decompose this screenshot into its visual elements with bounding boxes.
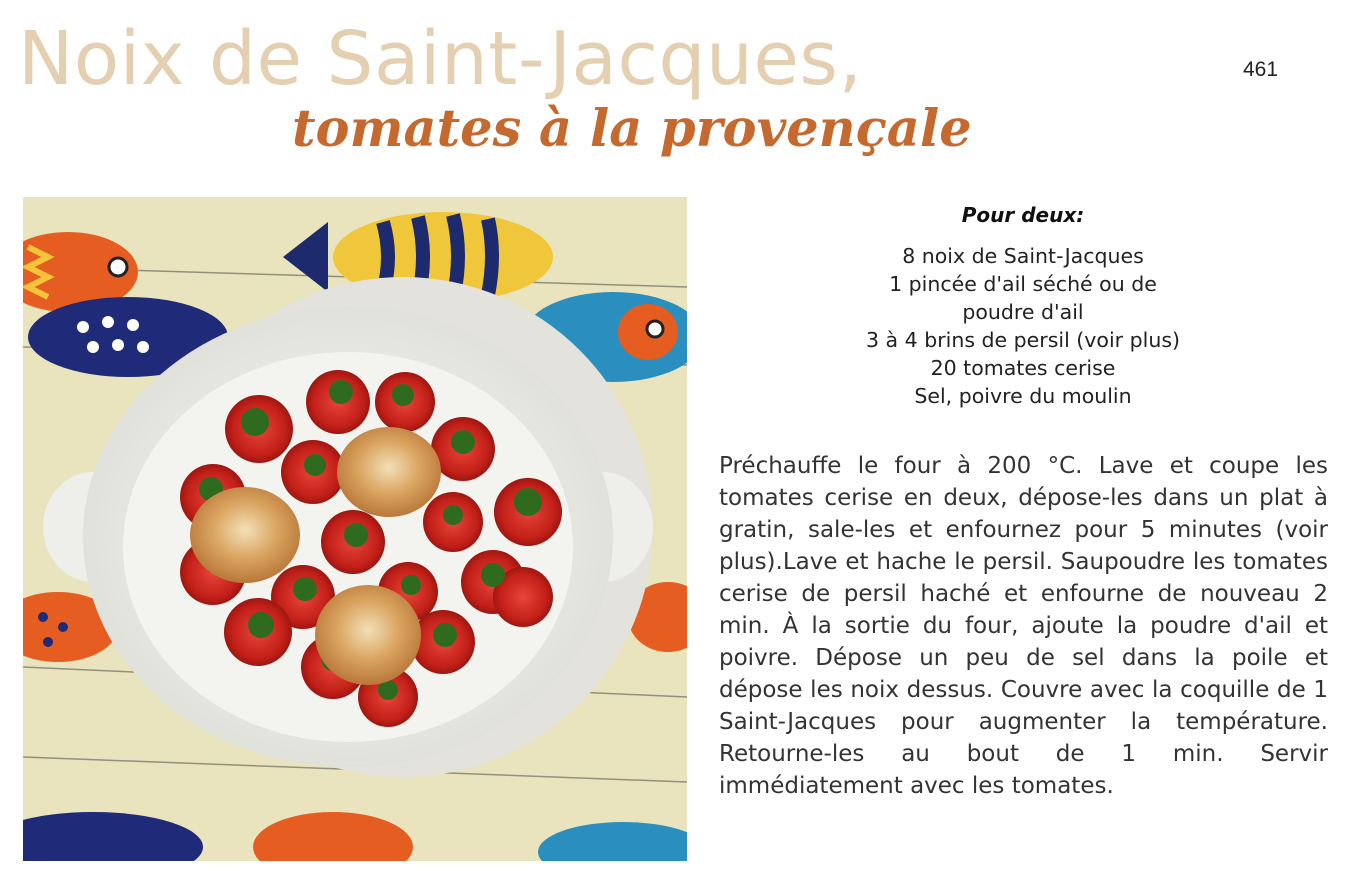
servings-label: Pour deux:	[961, 203, 1085, 227]
ingredient-item: 1 pincée d'ail séché ou de	[889, 272, 1157, 296]
recipe-title: Noix de Saint-Jacques,	[18, 16, 863, 102]
page-number: 461	[1243, 58, 1279, 81]
ingredient-item: poudre d'ail	[962, 300, 1084, 324]
photo-illustration	[23, 197, 687, 861]
ingredient-item: Sel, poivre du moulin	[914, 384, 1132, 408]
ingredients-list	[718, 242, 1328, 410]
ingredient-item: 3 à 4 brins de persil (voir plus)	[866, 328, 1180, 352]
ingredient-item: 20 tomates cerise	[930, 356, 1116, 380]
recipe-instructions: Préchauffe le four à 200 °C. Lave et coupe les tomates cerise en deux, dépose-les dans un plat à gratin, sale-les et enfournez pour 5 minutes (voir plus).Lave et hache le persil. Saupoudre les tomates cerise de persil haché et enfourne de nouveau 2 min. À la sortie du four, ajoute la poudre d'ail et poivre. Dépose un peu de sel dans la poile et dépose les noix dessus. Couvre avec la coquille de 1 Saint-Jacques pour augmenter la température. Retourne-les au bout de 1 min. Servir immédiatement avec les tomates.	[719, 453, 1328, 799]
ingredient-item: 8 noix de Saint-Jacques	[902, 244, 1144, 268]
recipe-photo	[23, 197, 687, 861]
recipe-subtitle: tomates à la provençale	[292, 99, 972, 159]
